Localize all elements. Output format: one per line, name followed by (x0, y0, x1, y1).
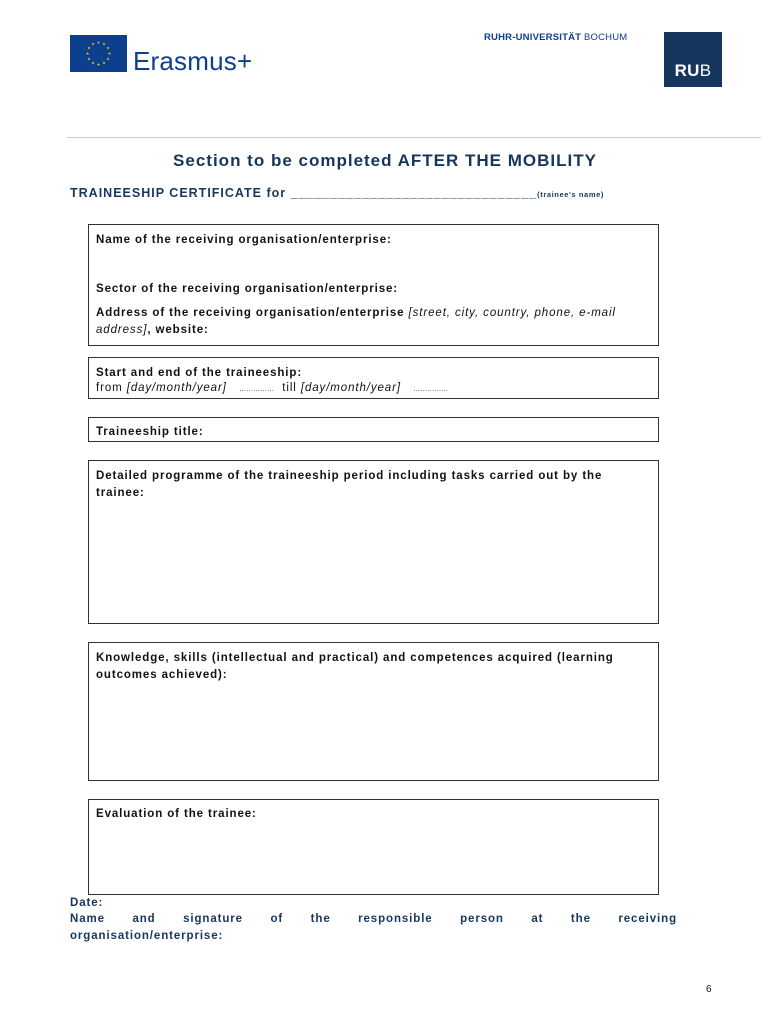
org-address-label[interactable]: Address of the receiving organisation/enterprise [street, city, country, phone, e-mail address], website: (96, 307, 616, 336)
org-sector-label[interactable]: Sector of the receiving organisation/enterprise: (96, 283, 399, 295)
dates-label: Start and end of the traineeship: (96, 367, 303, 379)
signature-label[interactable]: organisation/enterprise: (70, 930, 224, 942)
certificate-line: TRAINEESHIP CERTIFICATE for _______________________________(trainee's name) (70, 186, 604, 200)
trainee-name-blank[interactable]: _______________________________ (290, 186, 538, 200)
university-name: RUHR-UNIVERSITÄT BOCHUM (484, 32, 628, 43)
programme-label[interactable]: Detailed programme of the traineeship period including tasks carried out by the trainee: (96, 470, 603, 499)
knowledge-label[interactable]: Knowledge, skills (intellectual and practical) and competences acquired (learning outcomes achieved): (96, 652, 614, 681)
eu-flag-logo (70, 35, 127, 72)
org-name-label[interactable]: Name of the receiving organisation/enterprise: (96, 234, 392, 246)
erasmus-brand: Erasmus+ (133, 46, 253, 76)
dates-fields[interactable]: from [day/month/year] …………… till [day/month/year] …………… (96, 382, 449, 394)
signature-line: Name and signature of the responsible person at the receiving (70, 913, 677, 925)
eu-stars-icon (70, 35, 127, 72)
rub-logo: RUB (664, 32, 722, 87)
page-number: 6 (706, 984, 712, 995)
evaluation-label[interactable]: Evaluation of the trainee: (96, 808, 257, 820)
section-title: Section to be completed AFTER THE MOBILITY (173, 151, 597, 170)
date-label[interactable]: Date: (70, 897, 104, 909)
traineeship-title-label[interactable]: Traineeship title: (96, 426, 204, 438)
header-divider (67, 137, 761, 138)
